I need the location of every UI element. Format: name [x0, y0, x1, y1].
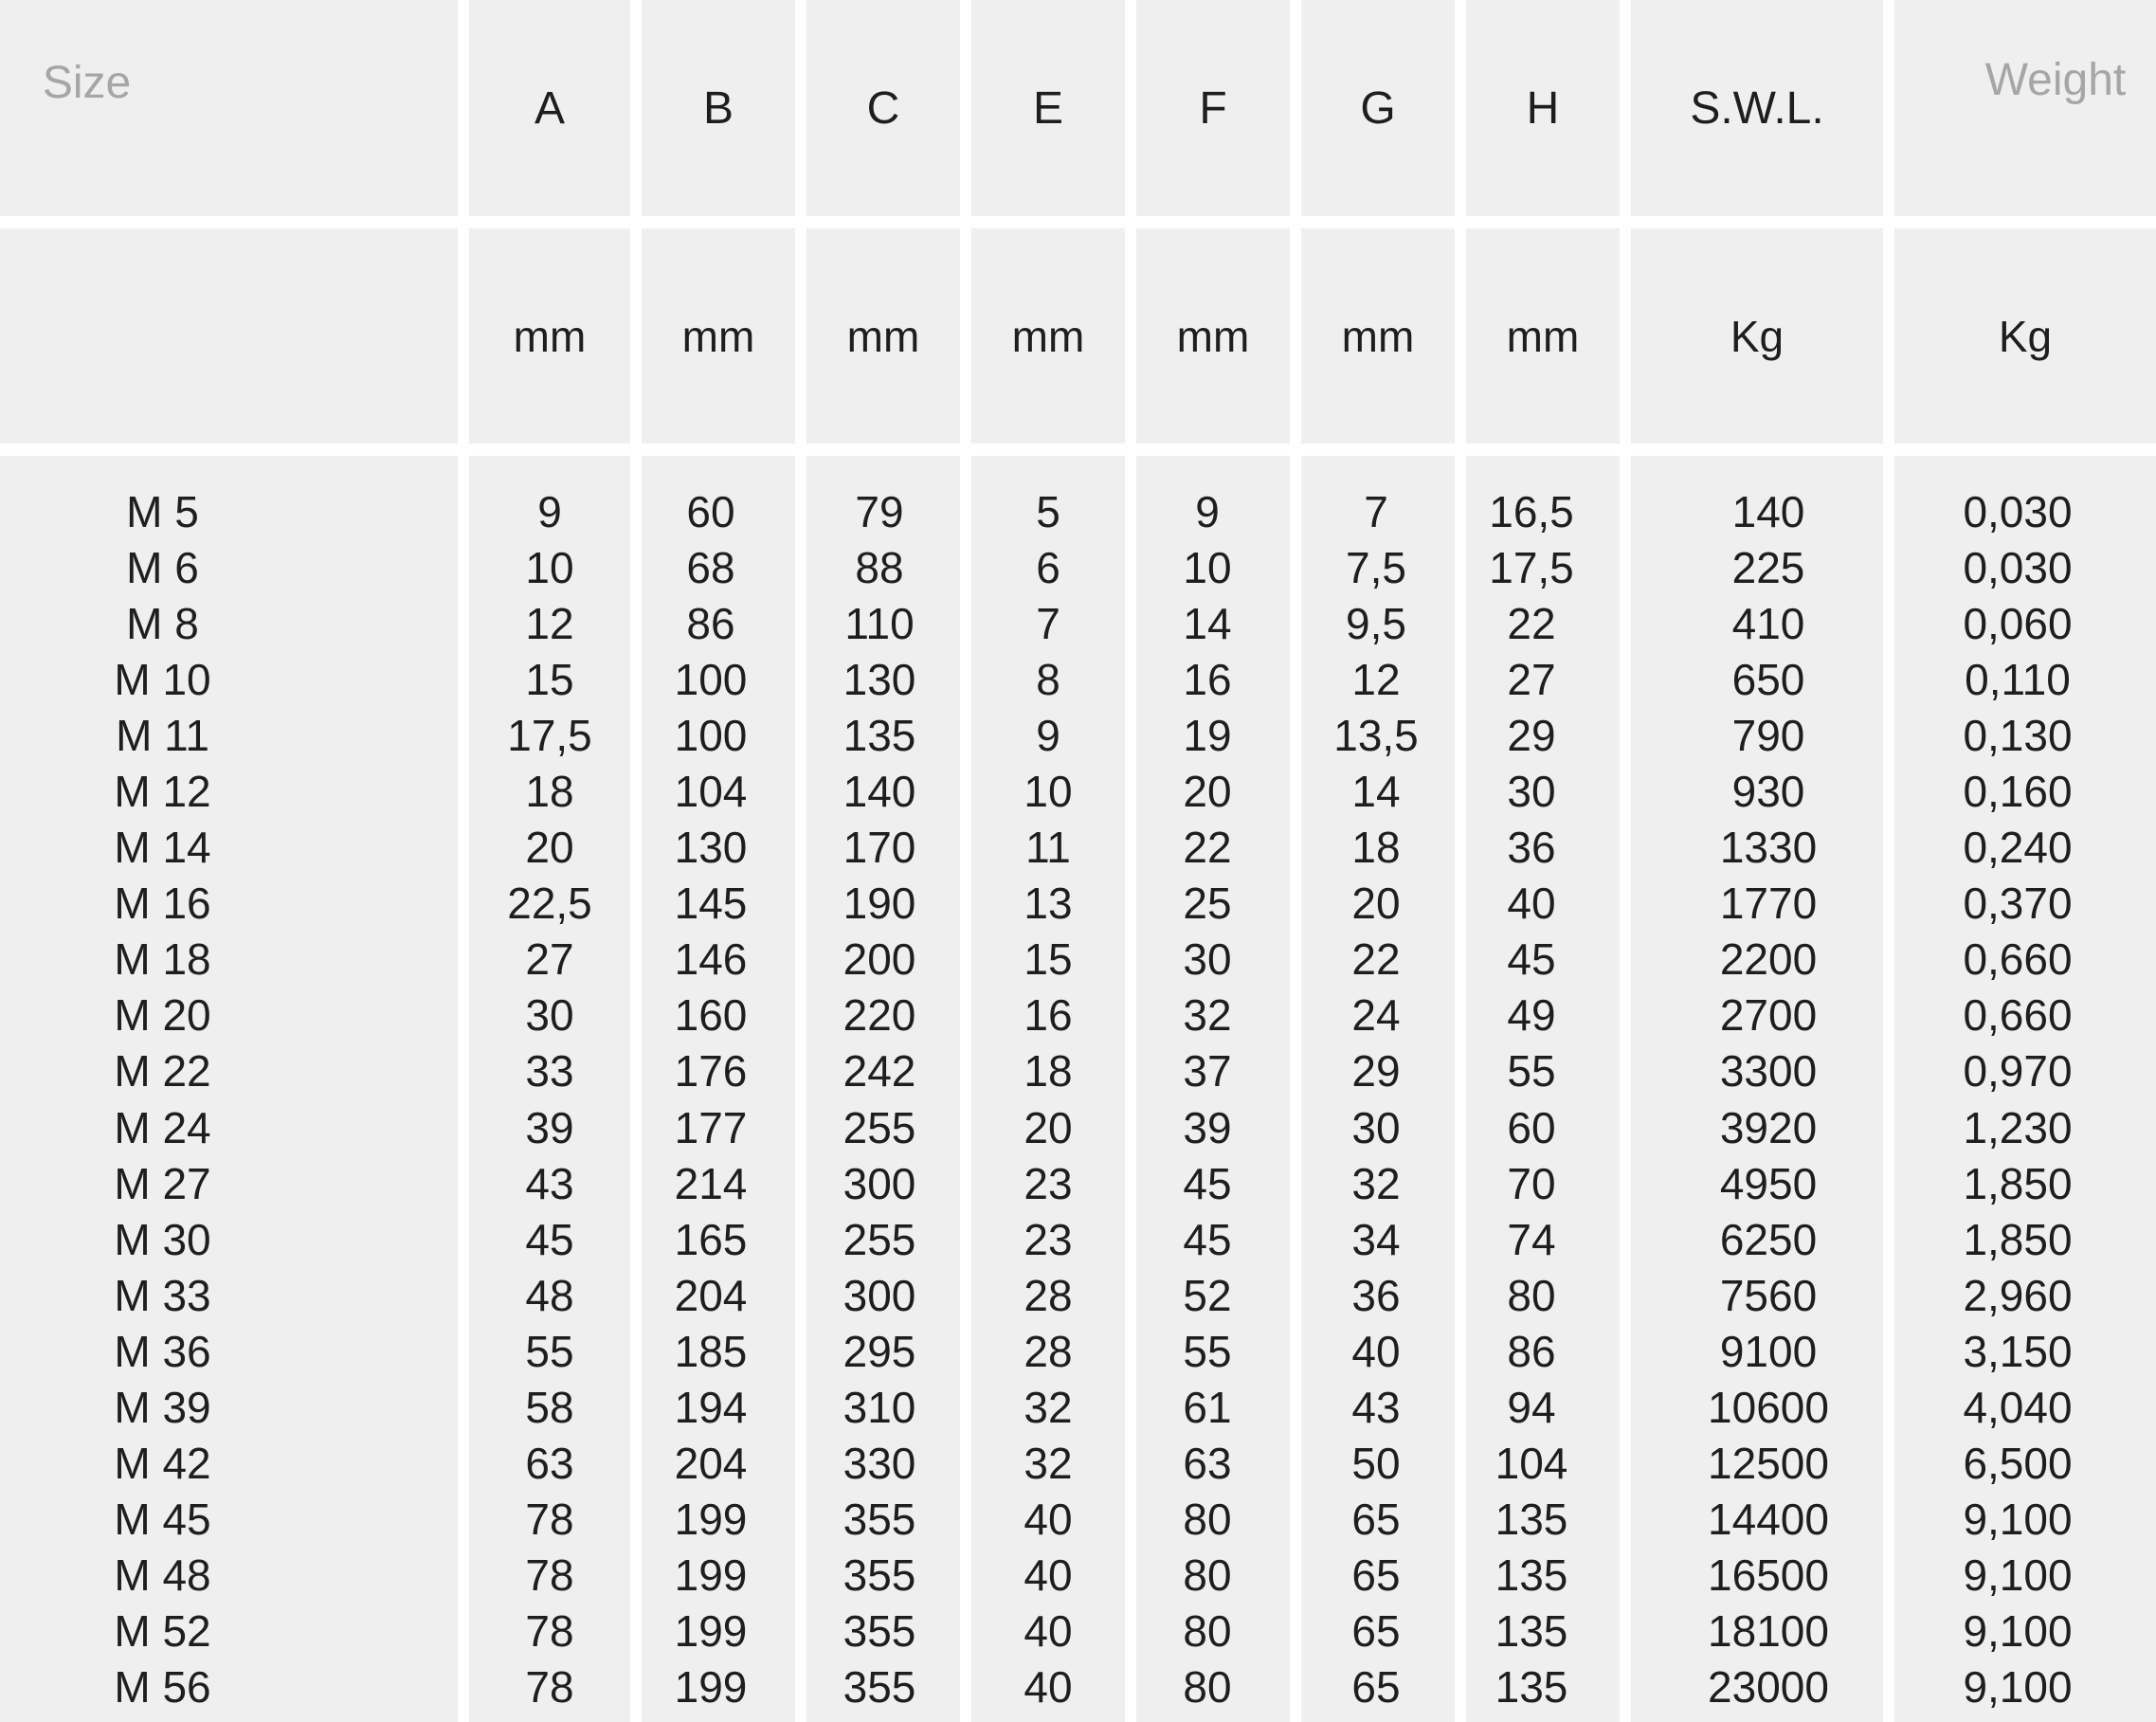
cell-e-13: 23: [1024, 1158, 1073, 1208]
cell-h-10: 49: [1507, 990, 1556, 1041]
cell-h-17: 94: [1507, 1382, 1556, 1432]
cell-a-16: 55: [525, 1326, 574, 1376]
cell-e-22: 40: [1024, 1661, 1073, 1712]
cell-f-20: 80: [1183, 1550, 1232, 1600]
cell-b-10: 160: [674, 990, 748, 1041]
cell-weight-9: 0,660: [1963, 934, 2073, 985]
cell-c-13: 300: [842, 1158, 916, 1208]
unit-weight-label: Kg: [1998, 311, 2053, 361]
cell-h-19: 135: [1495, 1494, 1568, 1544]
cell-g-2: 7,5: [1346, 543, 1406, 593]
cell-size-8: M 16: [114, 879, 211, 929]
cell-h-18: 104: [1495, 1438, 1568, 1488]
unit-e-label: mm: [1011, 311, 1085, 361]
cell-c-19: 355: [842, 1494, 916, 1544]
column-c: [806, 456, 960, 1722]
cell-e-1: 5: [1036, 487, 1060, 536]
cell-b-18: 204: [674, 1438, 748, 1488]
cell-swl-10: 2700: [1719, 990, 1818, 1041]
cell-b-7: 130: [674, 823, 748, 873]
cell-h-3: 22: [1507, 599, 1556, 649]
cell-e-19: 40: [1024, 1494, 1073, 1544]
cell-swl-3: 410: [1731, 599, 1805, 649]
cell-weight-1: 0,030: [1963, 487, 2073, 536]
unit-b-label: mm: [681, 311, 755, 361]
cell-e-15: 28: [1024, 1270, 1073, 1320]
cell-f-19: 80: [1183, 1494, 1232, 1544]
cell-f-2: 10: [1183, 543, 1232, 593]
cell-weight-6: 0,160: [1963, 767, 2073, 817]
cell-a-20: 78: [525, 1550, 574, 1600]
cell-e-16: 28: [1024, 1326, 1073, 1376]
unit-a-label: mm: [513, 311, 587, 361]
cell-g-4: 12: [1351, 655, 1401, 705]
cell-e-8: 13: [1024, 879, 1073, 929]
header-c: [806, 0, 960, 216]
cell-b-1: 60: [686, 487, 735, 536]
cell-c-9: 200: [842, 934, 916, 985]
header-a: [469, 0, 630, 216]
cell-size-15: M 33: [114, 1270, 211, 1320]
unit-b: [642, 228, 795, 444]
cell-h-13: 70: [1507, 1158, 1556, 1208]
header-b: [642, 0, 795, 216]
column-h: [1466, 456, 1620, 1722]
cell-f-17: 61: [1183, 1382, 1232, 1432]
cell-f-18: 63: [1183, 1438, 1232, 1488]
cell-swl-5: 790: [1731, 711, 1805, 761]
cell-swl-21: 18100: [1708, 1605, 1829, 1656]
cell-b-19: 199: [674, 1494, 748, 1544]
cell-e-18: 32: [1024, 1438, 1073, 1488]
cell-e-20: 40: [1024, 1550, 1073, 1600]
cell-swl-15: 7560: [1719, 1270, 1818, 1320]
cell-weight-11: 0,970: [1963, 1046, 2073, 1097]
cell-h-15: 80: [1507, 1270, 1556, 1320]
cell-size-21: M 52: [114, 1605, 211, 1656]
cell-c-10: 220: [842, 990, 916, 1041]
cell-h-1: 16,5: [1489, 487, 1574, 536]
unit-g-label: mm: [1341, 311, 1415, 361]
cell-a-6: 18: [525, 767, 574, 817]
cell-swl-1: 140: [1731, 487, 1805, 536]
cell-g-11: 29: [1351, 1046, 1401, 1097]
cell-h-11: 55: [1507, 1046, 1556, 1097]
cell-weight-20: 9,100: [1963, 1550, 2073, 1600]
cell-g-6: 14: [1351, 767, 1401, 817]
cell-weight-10: 0,660: [1963, 990, 2073, 1041]
cell-c-6: 140: [842, 767, 916, 817]
cell-size-19: M 45: [114, 1494, 211, 1544]
cell-weight-8: 0,370: [1963, 879, 2073, 929]
cell-h-12: 60: [1507, 1102, 1556, 1152]
unit-g: [1301, 228, 1455, 444]
cell-f-3: 14: [1183, 599, 1232, 649]
cell-h-21: 135: [1495, 1605, 1568, 1656]
cell-c-18: 330: [842, 1438, 916, 1488]
cell-g-19: 65: [1351, 1494, 1401, 1544]
header-g: [1301, 0, 1455, 216]
cell-h-4: 27: [1507, 655, 1556, 705]
cell-size-20: M 48: [114, 1550, 211, 1600]
cell-size-1: M 5: [126, 487, 199, 536]
cell-b-16: 185: [674, 1326, 748, 1376]
cell-a-21: 78: [525, 1605, 574, 1656]
cell-swl-18: 12500: [1708, 1438, 1829, 1488]
cell-weight-19: 9,100: [1963, 1494, 2073, 1544]
cell-f-12: 39: [1183, 1102, 1232, 1152]
cell-f-16: 55: [1183, 1326, 1232, 1376]
cell-c-22: 355: [842, 1661, 916, 1712]
cell-g-1: 7: [1364, 487, 1388, 536]
header-h: [1466, 0, 1620, 216]
cell-h-9: 45: [1507, 934, 1556, 985]
cell-size-9: M 18: [114, 934, 211, 985]
cell-weight-4: 0,110: [1965, 655, 2071, 705]
cell-b-20: 199: [674, 1550, 748, 1600]
unit-a: [469, 228, 630, 444]
cell-a-11: 33: [525, 1046, 574, 1097]
header-b-label: B: [702, 82, 734, 134]
column-b: [642, 456, 795, 1722]
cell-h-16: 86: [1507, 1326, 1556, 1376]
cell-swl-9: 2200: [1719, 934, 1818, 985]
cell-e-4: 8: [1036, 655, 1060, 705]
cell-a-8: 22,5: [507, 879, 592, 929]
header-a-label: A: [534, 82, 565, 134]
column-weight: [1894, 456, 2156, 1722]
cell-a-15: 48: [525, 1270, 574, 1320]
cell-weight-14: 1,850: [1963, 1214, 2073, 1264]
cell-g-10: 24: [1351, 990, 1401, 1041]
cell-size-7: M 14: [114, 823, 211, 873]
unit-swl: [1631, 228, 1883, 444]
cell-swl-13: 4950: [1719, 1158, 1818, 1208]
unit-swl-label: Kg: [1730, 311, 1785, 361]
cell-swl-12: 3920: [1719, 1102, 1818, 1152]
header-size-label: Size: [42, 58, 132, 108]
cell-g-3: 9,5: [1346, 599, 1406, 649]
cell-a-14: 45: [525, 1214, 574, 1264]
column-a: [469, 456, 630, 1722]
header-f-label: F: [1199, 82, 1227, 134]
header-e-label: E: [1032, 82, 1063, 134]
cell-a-10: 30: [525, 990, 574, 1041]
cell-c-8: 190: [842, 879, 916, 929]
cell-g-9: 22: [1351, 934, 1401, 985]
cell-b-21: 199: [674, 1605, 748, 1656]
cell-a-22: 78: [525, 1661, 574, 1712]
cell-weight-7: 0,240: [1963, 823, 2073, 873]
cell-e-12: 20: [1024, 1102, 1073, 1152]
cell-c-14: 255: [842, 1214, 916, 1264]
cell-b-17: 194: [674, 1382, 748, 1432]
header-swl: [1631, 0, 1883, 216]
cell-c-12: 255: [842, 1102, 916, 1152]
header-e: [971, 0, 1125, 216]
cell-h-20: 135: [1495, 1550, 1568, 1600]
cell-size-11: M 22: [114, 1046, 211, 1097]
cell-a-13: 43: [525, 1158, 574, 1208]
cell-a-18: 63: [525, 1438, 574, 1488]
cell-b-3: 86: [686, 599, 735, 649]
cell-f-6: 20: [1183, 767, 1232, 817]
cell-size-17: M 39: [114, 1382, 211, 1432]
cell-b-22: 199: [674, 1661, 748, 1712]
unit-c: [806, 228, 960, 444]
unit-h-label: mm: [1506, 311, 1580, 361]
cell-weight-2: 0,030: [1963, 543, 2073, 593]
cell-b-6: 104: [674, 767, 748, 817]
cell-f-1: 9: [1195, 487, 1220, 536]
cell-e-14: 23: [1024, 1214, 1073, 1264]
cell-swl-6: 930: [1731, 767, 1805, 817]
cell-a-2: 10: [525, 543, 574, 593]
cell-b-15: 204: [674, 1270, 748, 1320]
cell-b-5: 100: [674, 711, 748, 761]
cell-swl-7: 1330: [1719, 823, 1818, 873]
cell-a-12: 39: [525, 1102, 574, 1152]
cell-a-1: 9: [537, 487, 562, 536]
column-g: [1301, 456, 1455, 1722]
cell-g-5: 13,5: [1333, 711, 1419, 761]
cell-size-12: M 24: [114, 1102, 211, 1152]
cell-b-11: 176: [674, 1046, 748, 1097]
column-f: [1136, 456, 1290, 1722]
cell-e-5: 9: [1036, 711, 1060, 761]
unit-c-label: mm: [846, 311, 920, 361]
unit-weight: [1894, 228, 2156, 444]
cell-h-22: 135: [1495, 1661, 1568, 1712]
cell-c-16: 295: [842, 1326, 916, 1376]
cell-size-13: M 27: [114, 1158, 211, 1208]
header-c-label: C: [866, 82, 900, 134]
cell-g-20: 65: [1351, 1550, 1401, 1600]
cell-c-4: 130: [842, 655, 916, 705]
cell-h-7: 36: [1507, 823, 1556, 873]
cell-a-3: 12: [525, 599, 574, 649]
cell-swl-8: 1770: [1719, 879, 1818, 929]
cell-a-9: 27: [525, 934, 574, 985]
cell-e-3: 7: [1036, 599, 1060, 649]
cell-weight-18: 6,500: [1963, 1438, 2073, 1488]
cell-a-19: 78: [525, 1494, 574, 1544]
cell-f-8: 25: [1183, 879, 1232, 929]
cell-weight-3: 0,060: [1963, 599, 2073, 649]
cell-b-9: 146: [674, 934, 748, 985]
cell-swl-4: 650: [1731, 655, 1805, 705]
cell-c-3: 110: [844, 599, 915, 649]
cell-f-14: 45: [1183, 1214, 1232, 1264]
cell-e-6: 10: [1024, 767, 1073, 817]
cell-g-8: 20: [1351, 879, 1401, 929]
cell-c-11: 242: [842, 1046, 916, 1097]
cell-b-2: 68: [686, 543, 735, 593]
header-weight-label: Weight: [1984, 55, 2127, 105]
cell-c-5: 135: [842, 711, 916, 761]
cell-b-4: 100: [674, 655, 748, 705]
cell-weight-13: 1,850: [1963, 1158, 2073, 1208]
cell-g-17: 43: [1351, 1382, 1401, 1432]
unit-f: [1136, 228, 1290, 444]
cell-g-21: 65: [1351, 1605, 1401, 1656]
cell-swl-14: 6250: [1719, 1214, 1818, 1264]
cell-b-14: 165: [674, 1214, 748, 1264]
cell-size-4: M 10: [114, 655, 211, 705]
cell-e-10: 16: [1024, 990, 1073, 1041]
cell-size-16: M 36: [114, 1326, 211, 1376]
cell-g-16: 40: [1351, 1326, 1401, 1376]
cell-b-8: 145: [674, 879, 748, 929]
header-f: [1136, 0, 1290, 216]
cell-size-22: M 56: [114, 1661, 211, 1712]
cell-size-10: M 20: [114, 990, 211, 1041]
cell-weight-21: 9,100: [1963, 1605, 2073, 1656]
cell-f-21: 80: [1183, 1605, 1232, 1656]
column-swl: [1631, 456, 1883, 1722]
unit-f-label: mm: [1176, 311, 1250, 361]
cell-swl-19: 14400: [1708, 1494, 1829, 1544]
cell-weight-15: 2,960: [1963, 1270, 2073, 1320]
header-weight: [1894, 0, 2156, 216]
unit-h: [1466, 228, 1620, 444]
cell-swl-22: 23000: [1708, 1661, 1829, 1712]
cell-c-2: 88: [855, 543, 904, 593]
cell-e-9: 15: [1024, 934, 1073, 985]
cell-g-12: 30: [1351, 1102, 1401, 1152]
cell-size-14: M 30: [114, 1214, 211, 1264]
cell-e-21: 40: [1024, 1605, 1073, 1656]
column-size: [0, 456, 458, 1722]
cell-weight-22: 9,100: [1963, 1661, 2073, 1712]
cell-swl-20: 16500: [1708, 1550, 1829, 1600]
cell-f-15: 52: [1183, 1270, 1232, 1320]
cell-size-5: M 11: [116, 711, 209, 761]
cell-b-13: 214: [674, 1158, 748, 1208]
cell-a-7: 20: [525, 823, 574, 873]
cell-f-11: 37: [1183, 1046, 1232, 1097]
cell-weight-17: 4,040: [1963, 1382, 2073, 1432]
cell-size-3: M 8: [126, 599, 199, 649]
unit-size: [0, 228, 458, 444]
cell-a-5: 17,5: [507, 711, 592, 761]
cell-weight-12: 1,230: [1963, 1102, 2073, 1152]
cell-e-11: 18: [1024, 1046, 1073, 1097]
cell-swl-2: 225: [1731, 543, 1805, 593]
cell-size-6: M 12: [114, 767, 211, 817]
cell-g-13: 32: [1351, 1158, 1401, 1208]
header-g-label: G: [1360, 82, 1396, 134]
cell-a-4: 15: [525, 655, 574, 705]
cell-h-6: 30: [1507, 767, 1556, 817]
cell-swl-16: 9100: [1719, 1326, 1818, 1376]
cell-a-17: 58: [525, 1382, 574, 1432]
cell-f-9: 30: [1183, 934, 1232, 985]
cell-g-14: 34: [1351, 1214, 1401, 1264]
cell-swl-11: 3300: [1719, 1046, 1818, 1097]
cell-f-4: 16: [1183, 655, 1232, 705]
cell-c-1: 79: [855, 487, 904, 536]
cell-c-20: 355: [842, 1550, 916, 1600]
cell-e-2: 6: [1036, 543, 1060, 593]
header-swl-label: S.W.L.: [1690, 82, 1824, 134]
header-size: [0, 0, 458, 216]
unit-e: [971, 228, 1125, 444]
cell-g-7: 18: [1351, 823, 1401, 873]
cell-c-7: 170: [842, 823, 916, 873]
cell-f-22: 80: [1183, 1661, 1232, 1712]
cell-weight-5: 0,130: [1963, 711, 2073, 761]
cell-size-2: M 6: [126, 543, 199, 593]
cell-c-21: 355: [842, 1605, 916, 1656]
cell-g-22: 65: [1351, 1661, 1401, 1712]
cell-e-7: 11: [1025, 823, 1071, 873]
cell-size-18: M 42: [114, 1438, 211, 1488]
column-e: [971, 456, 1125, 1722]
cell-f-10: 32: [1183, 990, 1232, 1041]
cell-g-15: 36: [1351, 1270, 1401, 1320]
cell-h-8: 40: [1507, 879, 1556, 929]
cell-h-2: 17,5: [1489, 543, 1574, 593]
cell-g-18: 50: [1351, 1438, 1401, 1488]
cell-c-17: 310: [842, 1382, 916, 1432]
cell-f-5: 19: [1183, 711, 1232, 761]
header-h-label: H: [1526, 82, 1560, 134]
cell-f-13: 45: [1183, 1158, 1232, 1208]
cell-f-7: 22: [1183, 823, 1232, 873]
cell-e-17: 32: [1024, 1382, 1073, 1432]
cell-swl-17: 10600: [1708, 1382, 1829, 1432]
cell-c-15: 300: [842, 1270, 916, 1320]
cell-h-5: 29: [1507, 711, 1556, 761]
cell-weight-16: 3,150: [1963, 1326, 2073, 1376]
cell-h-14: 74: [1507, 1214, 1556, 1264]
cell-b-12: 177: [674, 1102, 748, 1152]
